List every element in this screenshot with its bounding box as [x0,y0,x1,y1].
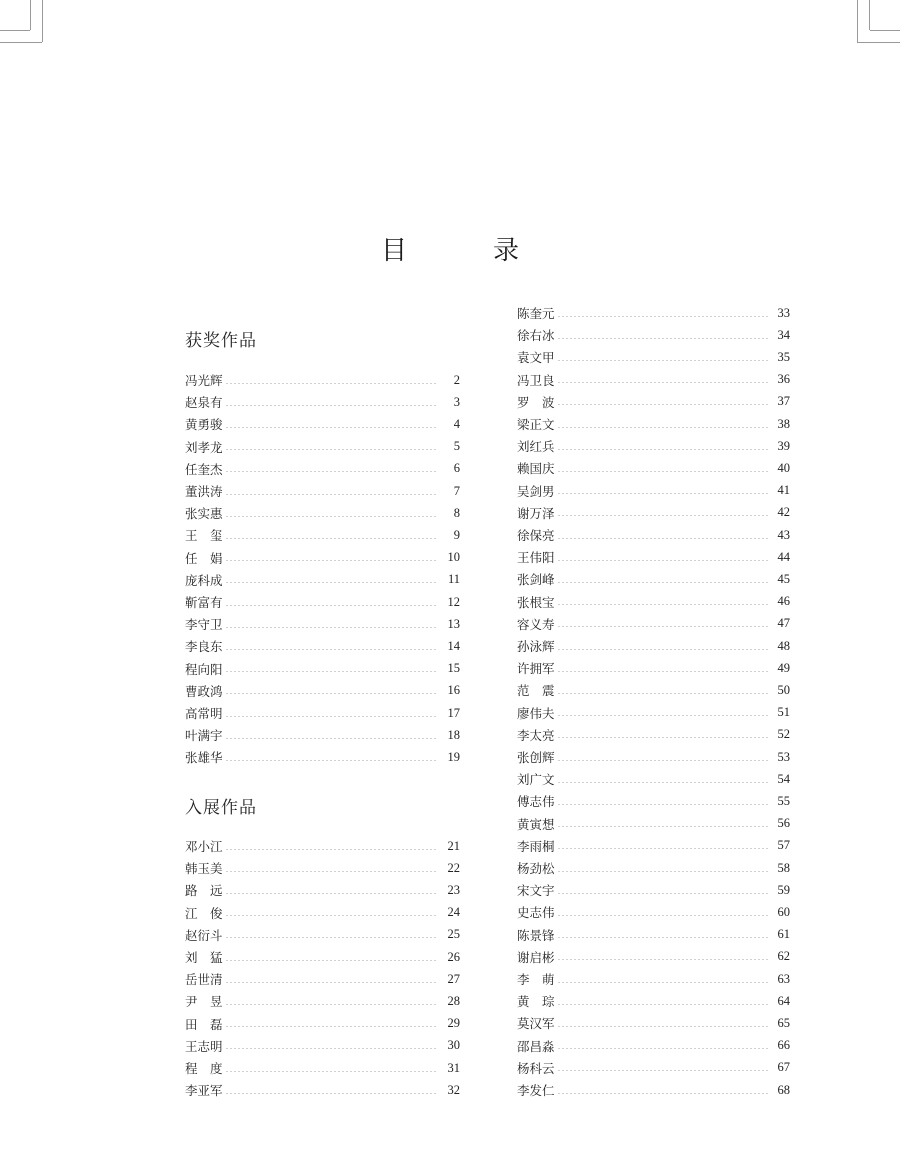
toc-entry-page-number: 8 [453,505,460,520]
dot-leader [225,1026,438,1027]
toc-entry-name: 杨科云 [517,1060,555,1076]
dot-leader [225,582,438,583]
toc-entry[interactable] [517,391,790,413]
toc-entry-name: 杨劲松 [517,861,555,876]
dot-leader [225,538,438,539]
dot-leader [557,760,768,761]
toc-entry-name: 孙泳辉 [517,639,555,654]
toc-entry[interactable] [185,857,460,879]
toc-entry-page-number: 43 [777,527,790,542]
toc-entry-page-number: 30 [447,1038,460,1053]
toc-entry[interactable] [517,435,790,457]
toc-entry-page-number: 54 [777,771,790,786]
toc-entry[interactable] [517,946,790,968]
toc-entry-name: 刘 猛 [185,950,223,965]
toc-entry-name: 任奎杰 [185,461,223,477]
toc-entry[interactable] [185,591,460,613]
toc-entry[interactable] [517,324,790,346]
crop-mark-top-left-v2 [42,0,43,42]
toc-entry-name: 靳富有 [185,595,223,610]
toc-entry-name: 冯卫良 [517,372,555,388]
toc-entry-page-number: 55 [777,793,790,808]
toc-entry[interactable] [517,457,790,479]
dot-leader [225,1004,438,1005]
toc-entry-page-number: 56 [777,816,790,831]
toc-entry-page-number: 24 [447,905,460,920]
toc-entry-page-number: 11 [447,572,460,587]
section-heading-awarded: 获奖作品 [185,331,257,351]
dot-leader [225,471,438,472]
toc-entry[interactable] [185,658,460,680]
dot-leader [557,582,768,583]
toc-entry-name: 李 萌 [517,972,555,987]
toc-entry-page-number: 50 [777,682,790,697]
toc-entry[interactable] [517,1035,790,1057]
toc-entry-name: 范 震 [517,683,555,699]
dot-leader [557,1070,768,1071]
toc-entry-name: 王 玺 [185,528,223,544]
dot-leader [557,915,768,916]
dot-leader [225,405,438,406]
dot-leader [225,383,438,384]
toc-entry[interactable] [517,857,790,879]
toc-entry[interactable] [517,568,790,590]
toc-entry[interactable] [185,968,460,990]
toc-entry[interactable] [185,613,460,635]
dot-leader [225,671,438,672]
toc-entry[interactable] [517,302,790,324]
dot-leader [557,493,768,494]
toc-entry[interactable] [517,1012,790,1034]
toc-entry[interactable] [517,879,790,901]
toc-entry[interactable] [517,835,790,857]
crop-mark-top-right-h2 [857,42,900,43]
toc-entry-name: 程向阳 [185,661,223,677]
toc-entry-name: 田 磊 [185,1016,223,1032]
toc-entry-name: 廖伟夫 [517,705,555,721]
toc-entry-page-number: 14 [447,638,460,653]
toc-entry[interactable] [185,391,460,413]
toc-entry-page-number: 12 [447,594,460,609]
toc-entry-page-number: 22 [447,860,460,875]
toc-entry-page-number: 6 [453,461,460,476]
toc-entry[interactable] [185,1013,460,1035]
toc-entry-name: 容义寿 [517,616,555,632]
toc-entry[interactable] [185,1035,460,1057]
dot-leader [557,671,768,672]
toc-entry-page-number: 52 [777,727,790,742]
toc-entry-page-number: 53 [777,749,790,764]
toc-entry[interactable] [185,680,460,702]
toc-entry-name: 黄 琮 [517,994,555,1010]
toc-entry-page-number: 32 [447,1082,460,1097]
toc-entry-name: 董洪涛 [185,484,223,499]
toc-entry-page-number: 49 [777,660,790,675]
toc-entry[interactable] [517,502,790,524]
dot-leader [557,427,768,428]
toc-entry-page-number: 21 [447,838,460,853]
dot-leader [225,738,438,739]
toc-entry[interactable] [185,724,460,746]
toc-entry[interactable] [185,524,460,546]
dot-leader [557,538,768,539]
dot-leader [557,715,768,716]
toc-entry-name: 黄寅想 [517,816,555,832]
toc-entry-name: 赵衍斗 [185,927,223,943]
toc-entry[interactable] [185,547,460,569]
dot-leader [557,316,768,317]
toc-entry-page-number: 23 [447,882,460,897]
toc-entry-name: 程 度 [185,1061,223,1076]
toc-entry[interactable] [517,480,790,502]
toc-entry[interactable] [185,458,460,480]
toc-entry[interactable] [517,702,790,724]
toc-entry[interactable] [517,813,790,835]
toc-entry[interactable] [185,369,460,391]
dot-leader [225,560,438,561]
toc-entry-page-number: 58 [777,860,790,875]
toc-entry-page-number: 13 [447,616,460,631]
dot-leader [557,982,768,983]
toc-entry-page-number: 27 [447,971,460,986]
toc-entry-page-number: 47 [777,616,790,631]
dot-leader [557,782,768,783]
toc-entry-page-number: 4 [453,416,460,431]
dot-leader [225,494,438,495]
toc-entry-name: 吴剑男 [517,483,555,499]
toc-entry-name: 梁正文 [517,417,555,432]
toc-entry-page-number: 2 [453,372,460,387]
toc-entry[interactable] [517,591,790,613]
toc-entry-page-number: 64 [777,993,790,1008]
toc-entry-name: 江 俊 [185,905,223,921]
toc-entry-name: 高常明 [185,706,223,721]
toc-entry[interactable] [517,968,790,990]
toc-entry-name: 史志伟 [517,905,555,921]
toc-entry-page-number: 65 [777,1015,790,1030]
dot-leader [225,849,438,850]
crop-mark-top-right-h [870,30,900,31]
toc-entry-name: 许拥军 [517,661,555,677]
toc-entry[interactable] [517,635,790,657]
toc-entry-name: 李太亮 [517,727,555,743]
toc-entry-name: 邓小江 [185,839,223,854]
toc-entry-page-number: 45 [777,571,790,586]
dot-leader [557,1093,768,1094]
toc-entry-page-number: 59 [777,882,790,897]
toc-entry[interactable] [185,835,460,857]
dot-leader [557,871,768,872]
toc-entry-page-number: 3 [453,394,460,409]
toc-entry-name: 李发仁 [517,1083,555,1098]
dot-leader [557,382,768,383]
toc-entry[interactable] [517,346,790,368]
toc-entry-page-number: 28 [447,993,460,1008]
toc-entry-name: 曹政鸿 [185,683,223,699]
toc-entry-name: 韩玉美 [185,861,223,877]
toc-entry-name: 赵泉有 [185,395,223,411]
dot-leader [225,516,438,517]
toc-entry[interactable] [517,524,790,546]
toc-entry-page-number: 44 [777,549,790,564]
toc-entry-page-number: 15 [447,661,460,676]
dot-leader [225,693,438,694]
toc-entry-name: 徐右冰 [517,328,555,344]
dot-leader [225,449,438,450]
toc-entry[interactable] [185,436,460,458]
toc-entry-page-number: 40 [777,460,790,475]
dot-leader [557,848,768,849]
dot-leader [225,649,438,650]
toc-entry-page-number: 26 [447,949,460,964]
toc-entry-page-number: 62 [777,949,790,964]
page-title: 目 录 [380,236,549,266]
dot-leader [225,982,438,983]
toc-entry-page-number: 25 [447,927,460,942]
toc-entry-name: 黄勇骏 [185,417,223,433]
toc-entry-page-number: 18 [447,727,460,742]
toc-entry-page-number: 67 [777,1060,790,1075]
crop-mark-top-right-v2 [857,0,858,42]
dot-leader [225,915,438,916]
toc-entry[interactable] [185,924,460,946]
toc-entry-name: 张创辉 [517,750,555,765]
toc-entry-page-number: 46 [777,594,790,609]
crop-mark-top-left-h [0,30,30,31]
toc-entry-name: 谢万泽 [517,505,555,521]
toc-entry[interactable] [517,657,790,679]
dot-leader [557,560,768,561]
toc-entry[interactable] [517,924,790,946]
toc-entry-name: 路 远 [185,883,223,899]
toc-entry-page-number: 5 [453,439,460,454]
toc-entry[interactable] [185,1057,460,1079]
dot-leader [557,360,768,361]
toc-entry[interactable] [517,413,790,435]
toc-entry[interactable] [517,679,790,701]
toc-entry[interactable] [517,790,790,812]
toc-entry-name: 李雨桐 [517,838,555,854]
dot-leader [557,449,768,450]
toc-entry-page-number: 38 [777,416,790,431]
dot-leader [557,649,768,650]
toc-entry-name: 任 娟 [185,550,223,566]
toc-entry[interactable] [517,990,790,1012]
toc-entry-name: 谢启彬 [517,949,555,965]
toc-entry-page-number: 61 [777,927,790,942]
toc-entry-page-number: 63 [777,971,790,986]
toc-entry[interactable] [517,901,790,923]
dot-leader [557,893,768,894]
dot-leader [225,871,438,872]
dot-leader [225,1093,438,1094]
toc-entry[interactable] [185,990,460,1012]
toc-entry-name: 刘红兵 [517,439,555,455]
toc-entry[interactable] [185,702,460,724]
toc-entry-page-number: 19 [447,749,460,764]
toc-entry-page-number: 51 [777,705,790,720]
toc-entry[interactable] [517,546,790,568]
toc-entry[interactable] [185,480,460,502]
dot-leader [557,1026,768,1027]
dot-leader [557,737,768,738]
dot-leader [225,427,438,428]
toc-entry-name: 尹 昱 [185,994,223,1010]
toc-entry[interactable] [517,1079,790,1101]
toc-entry-page-number: 17 [447,705,460,720]
toc-entry-page-number: 39 [777,438,790,453]
dot-leader [225,1071,438,1072]
toc-entry-page-number: 33 [777,305,790,320]
toc-entry[interactable] [185,1079,460,1101]
dot-leader [225,960,438,961]
toc-entry-name: 宋文宇 [517,883,555,899]
toc-entry-name: 李良东 [185,639,223,655]
toc-entry-name: 李亚军 [185,1083,223,1099]
toc-entry-name: 李守卫 [185,617,223,633]
toc-entry[interactable] [517,768,790,790]
dot-leader [557,471,768,472]
toc-entry-page-number: 66 [777,1038,790,1053]
crop-mark-top-left-h2 [0,42,42,43]
dot-leader [557,626,768,627]
dot-leader [225,605,438,606]
toc-entry[interactable] [517,613,790,635]
dot-leader [557,404,768,405]
toc-entry[interactable] [185,635,460,657]
toc-entry-name: 陈奎元 [517,306,555,321]
toc-entry[interactable] [517,724,790,746]
dot-leader [225,716,438,717]
toc-entry[interactable] [185,879,460,901]
toc-entry-page-number: 68 [777,1082,790,1097]
toc-entry[interactable] [185,746,460,768]
toc-entry[interactable] [517,369,790,391]
dot-leader [557,693,768,694]
dot-leader [557,1004,768,1005]
toc-entry-page-number: 34 [777,327,790,342]
dot-leader [225,937,438,938]
dot-leader [557,826,768,827]
toc-entry-name: 叶满宇 [185,728,223,744]
dot-leader [557,804,768,805]
toc-entry-name: 王伟阳 [517,550,555,566]
toc-entry-page-number: 31 [447,1060,460,1075]
toc-entry-name: 岳世清 [185,972,223,988]
dot-leader [557,937,768,938]
toc-entry-name: 张实惠 [185,506,223,522]
toc-entry[interactable] [517,1057,790,1079]
dot-leader [225,627,438,628]
toc-entry-name: 王志明 [185,1038,223,1054]
dot-leader [225,893,438,894]
toc-entry[interactable] [517,746,790,768]
toc-entry-page-number: 42 [777,505,790,520]
toc-entry-page-number: 10 [447,550,460,565]
toc-entry-name: 张根宝 [517,594,555,610]
toc-entry[interactable] [185,569,460,591]
toc-entry[interactable] [185,413,460,435]
toc-entry[interactable] [185,946,460,968]
toc-entry-page-number: 37 [777,394,790,409]
toc-entry-name: 傅志伟 [517,794,555,810]
dot-leader [225,1048,438,1049]
dot-leader [557,1048,768,1049]
dot-leader [557,515,768,516]
section-heading-exhibited: 入展作品 [185,798,257,818]
toc-entry-page-number: 57 [777,838,790,853]
toc-entry-page-number: 16 [447,683,460,698]
dot-leader [225,760,438,761]
toc-entry-name: 陈景锋 [517,927,555,943]
crop-mark-top-right-v [869,0,870,30]
crop-mark-top-left-v [30,0,31,30]
toc-entry-page-number: 48 [777,638,790,653]
toc-entry-name: 张剑峰 [517,572,555,588]
toc-entry-page-number: 60 [777,904,790,919]
toc-entry-page-number: 29 [447,1016,460,1031]
toc-entry-name: 张雄华 [185,750,223,766]
dot-leader [557,959,768,960]
toc-entry-page-number: 9 [453,527,460,542]
toc-entry-name: 庞科成 [185,572,223,588]
toc-entry-name: 冯光辉 [185,373,223,388]
toc-entry-name: 莫汉军 [517,1016,555,1032]
toc-entry-name: 罗 波 [517,394,555,410]
toc-entry-name: 刘广文 [517,772,555,788]
dot-leader [557,338,768,339]
toc-entry-page-number: 7 [453,483,460,498]
dot-leader [557,604,768,605]
toc-entry[interactable] [185,902,460,924]
toc-entry-name: 赖国庆 [517,461,555,477]
toc-entry-page-number: 41 [777,483,790,498]
toc-entry-page-number: 36 [777,372,790,387]
toc-entry-name: 刘孝龙 [185,439,223,455]
toc-entry[interactable] [185,502,460,524]
toc-entry-name: 徐保亮 [517,528,555,543]
toc-entry-name: 袁文甲 [517,350,555,366]
toc-entry-name: 邵昌淼 [517,1038,555,1054]
toc-entry-page-number: 35 [777,349,790,364]
